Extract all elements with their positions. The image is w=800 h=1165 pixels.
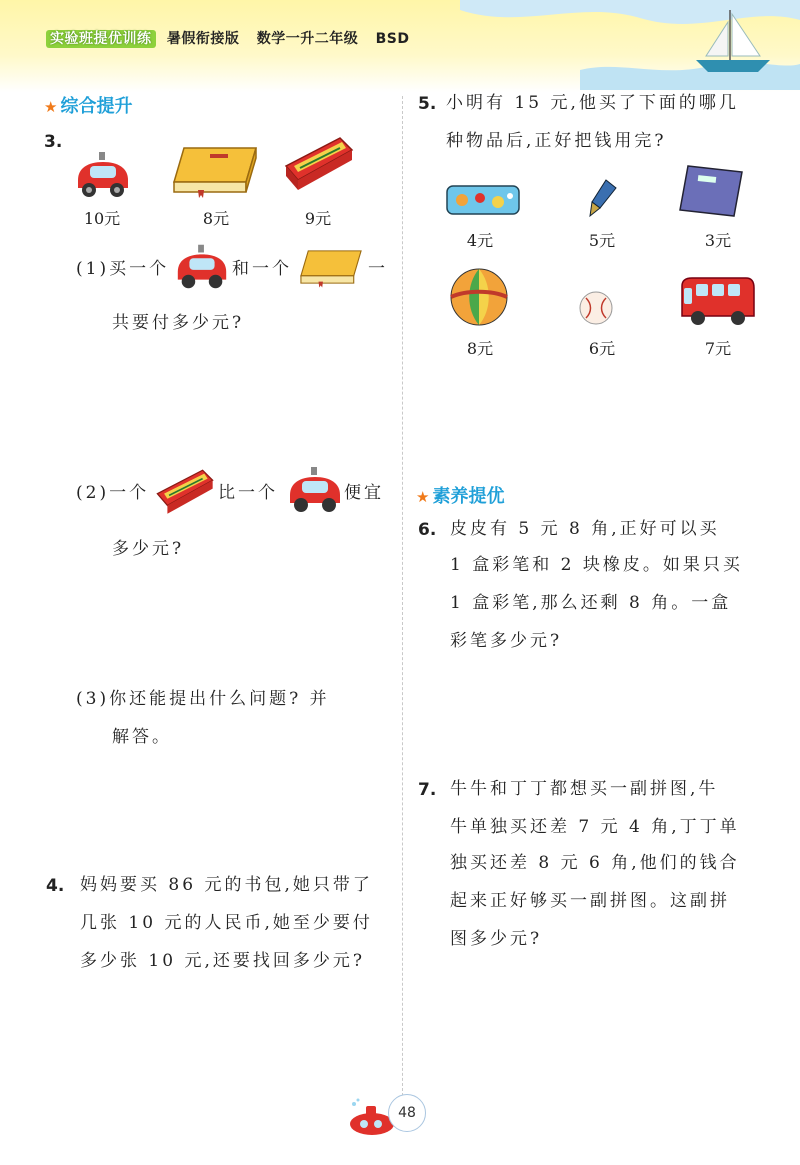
section-title-text: 素养提优 — [432, 486, 505, 507]
star-icon: ★ — [416, 488, 430, 506]
toy-car-icon — [172, 240, 232, 294]
q7-line-2: 牛单独买还差 7 元 4 角,丁丁单 — [450, 817, 740, 837]
q7-line-1: 牛牛和丁丁都想买一副拼图,牛 — [450, 779, 719, 799]
q7-line-4: 起来正好够买一副拼图。这副拼 — [450, 891, 730, 911]
notebook-icon — [170, 142, 260, 198]
q4-line-1: 妈妈要买 86 元的书包,她只带了 — [80, 875, 373, 895]
q4-line-3: 多少张 10 元,还要找回多少元? — [80, 951, 365, 971]
price-fountain-pen: 5元 — [588, 231, 616, 250]
q4-line-2: 几张 10 元的人民币,她至少要付 — [80, 913, 373, 933]
q3-part2-b: 比一个 — [218, 483, 278, 503]
q7-line-5: 图多少元? — [450, 929, 543, 949]
notebook-icon — [298, 242, 364, 292]
q3-part3-b: 解答。 — [112, 727, 172, 747]
price-pencil-case: 9元 — [304, 209, 332, 228]
page-number: 48 — [388, 1094, 426, 1132]
price-beach-ball: 8元 — [466, 339, 494, 358]
pencil-case-icon — [154, 462, 216, 522]
beach-ball-icon — [448, 266, 510, 328]
q3-part3-a: (3)你还能提出什么问题? 并 — [76, 689, 330, 709]
q3-part2-c: 便宜 — [344, 483, 384, 503]
publisher-label: BSD — [375, 31, 410, 47]
exercise-book-icon — [676, 162, 746, 220]
price-pencil-box: 4元 — [466, 231, 494, 250]
toy-car-icon — [72, 150, 134, 200]
q6-line-4: 彩笔多少元? — [450, 631, 563, 651]
question-6-number: 6. — [418, 520, 437, 540]
edition-label: 暑假衔接版 — [166, 31, 240, 47]
section-title-text: 综合提升 — [60, 96, 133, 117]
q3-part1-d: 共要付多少元? — [112, 313, 245, 333]
star-icon: ★ — [44, 98, 58, 116]
q3-part2-d: 多少元? — [112, 539, 185, 559]
pencil-box-icon — [444, 180, 522, 220]
toy-bus-icon — [676, 276, 756, 328]
column-divider — [402, 96, 403, 1116]
toy-car-icon — [284, 462, 346, 518]
fountain-pen-icon — [586, 178, 620, 218]
price-exercise-book: 3元 — [704, 231, 732, 250]
q3-part1-c: 一 — [368, 259, 388, 279]
q3-part1-a: (1)买一个 — [76, 259, 170, 279]
price-baseball: 6元 — [588, 339, 616, 358]
section-title-comprehensive — [44, 92, 132, 118]
subject-label: 数学一升二年级 — [256, 31, 359, 47]
q3-part1-b: 和一个 — [232, 259, 292, 279]
price-toy-bus: 7元 — [704, 339, 732, 358]
q6-line-1: 皮皮有 5 元 8 角,正好可以买 — [450, 519, 720, 539]
question-7-number: 7. — [418, 780, 437, 800]
price-notebook: 8元 — [202, 209, 230, 228]
question-4-number: 4. — [46, 876, 65, 896]
q5-line-1: 小明有 15 元,他买了下面的哪几 — [446, 93, 739, 113]
question-5-number: 5. — [418, 94, 437, 114]
q3-part2-a: (2)一个 — [76, 483, 150, 503]
q6-line-3: 1 盒彩笔,那么还剩 8 角。一盒 — [450, 593, 732, 613]
sailboat-icon — [460, 0, 800, 90]
question-3-number: 3. — [44, 132, 63, 152]
section-title-literacy — [416, 482, 504, 508]
baseball-icon — [578, 290, 614, 326]
q7-line-3: 独买还差 8 元 6 角,他们的钱合 — [450, 853, 740, 873]
q6-line-2: 1 盒彩笔和 2 块橡皮。如果只买 — [450, 555, 743, 575]
price-car: 10元 — [83, 209, 121, 228]
pencil-case-icon — [282, 132, 356, 196]
series-badge: 实验班提优训练 — [46, 30, 156, 48]
header-title — [46, 28, 410, 48]
q5-line-2: 种物品后,正好把钱用完? — [446, 131, 667, 151]
